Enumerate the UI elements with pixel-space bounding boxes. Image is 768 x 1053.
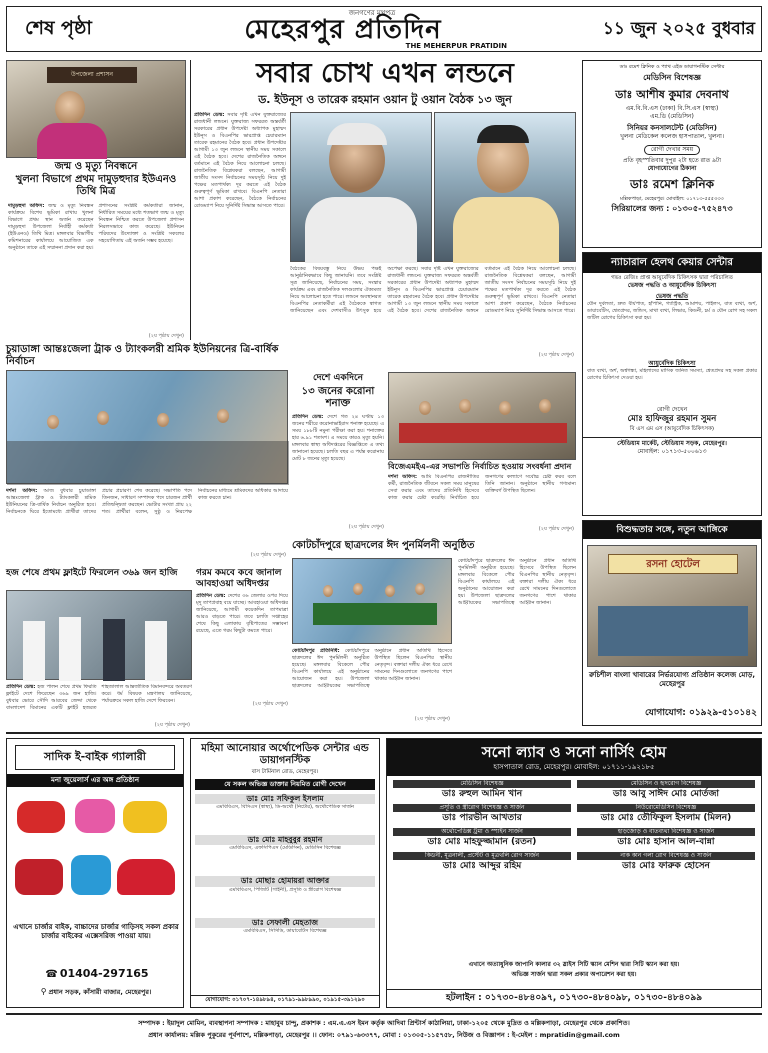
ad-title: সনো ল্যাব ও সনো নার্সিং হোম (387, 739, 761, 763)
doctor-info: এমবিবিএস, পিজিটি (গাইনী), প্রসূতি ও স্ত্রীরোগ বিশেষজ্ঞ (228, 886, 342, 893)
ad-sec1: ভেষজ পদ্ধতি (655, 293, 689, 301)
doctor-cell (577, 804, 755, 824)
doctor-name: ডাঃ আবু সাঈদ মোঃ মোর্তজা (613, 788, 719, 799)
story-headline: খুলনা বিভাগে প্রথম দামুড়হুদার ইউএনও তিথি মিত্র (15, 174, 177, 197)
photo-reception (388, 372, 576, 460)
story-headline: বিজেএমইএ-এর সভাপতি নির্বাচিত হওয়ায় সংবর্ধনা প্রদান (388, 462, 572, 471)
ad-contact-label: যোগাযোগের ঠিকানা (647, 165, 697, 173)
continued-link[interactable]: (২য় পৃষ্ঠায় দেখুন) (154, 722, 190, 728)
location-icon: ⚲ (40, 987, 47, 996)
doctor-cell (393, 804, 571, 824)
page-label: শেষ পৃষ্ঠা (25, 17, 92, 39)
ad-note1: এখানে অত্যাধুনিক জাপানি কালার ৩২ স্লাইস সিটি স্ক্যান মেশিন দ্বারা সিটি স্ক্যান করা হয়। (468, 961, 680, 968)
footer-line1: সম্পাদক : ইয়াদুল মোমিন, ব্যবস্থাপনা সম্পাদক : মাহাবুব চান্দু, প্রকাশক : এম.এ.এস ইমন কর্তৃক আদিবা প্রিন্টার্স কাঠালিয়া, ঢাকা-১২০৫ থেকে মুদ্রিত ও মল্লিকপাড়া, মেহেরপুর থেকে প্রকাশিত। (138, 1019, 630, 1027)
ad-post: সিনিয়র কনসালটেন্ট (মেডিসিন) (627, 123, 717, 132)
ad-hotline: হটলাইন : ০১৭৩০-৪৮৪০৯৭, ০১৭৩০-৪৮৪০৯৮, ০১৭৩০-৪৮৪০৯৯ (387, 989, 761, 1004)
ad-address: ⚲ প্রধান সড়ক, কাঁসারী বাজার, মেহেরপুর। (40, 987, 152, 996)
ad-ebike (6, 738, 184, 1008)
story-kotchandpur (292, 540, 576, 728)
photo-hotel (587, 545, 757, 667)
ad-address: স্টেডিয়াম মার্কেট, স্টেডিয়াম সড়ক, মেহেরপুর। (583, 437, 761, 448)
ad-title: মহিমা আনোয়ার অর্থোপেডিক সেন্টার এন্ড ডায়াগনস্টিক (201, 743, 369, 766)
ad-degree1: এম.বি.বি.এস (ঢাকা) বি.সি.এস (স্বাস্থ্য) (625, 105, 719, 113)
continued-link[interactable]: (২য় পৃষ্ঠায় দেখুন) (538, 352, 574, 358)
ad-specialty: মেডিসিন বিশেষজ্ঞ (643, 72, 701, 82)
ad-mahima (190, 738, 380, 1008)
doctor-cell (393, 828, 571, 848)
bike-images (11, 789, 179, 917)
doctor-name: ডাঃ পারভীন আখতার (442, 813, 522, 824)
doctor-entry (195, 835, 375, 873)
continued-link[interactable]: (২য় পৃষ্ঠায় দেখুন) (250, 552, 286, 558)
continued-link[interactable]: (২য় পৃষ্ঠায় দেখুন) (538, 526, 574, 532)
ad-address: মল্লিকপাড়া, মেহেরপুর। মোবাইল: ০১৭১৩-৫৫৫৩৩৩ (620, 195, 724, 202)
ad-body: এখানে চার্জার বাইক, বাচ্চাদের চার্জার গাড়িসহ সকল প্রকার চার্জার বাইকের এক্সেসরিজ পাওয়া যায়। (13, 923, 179, 941)
ad-sub2: ভেষজ পদ্ধতি ও আয়ুর্বেদিক চিকিৎসা (627, 281, 717, 289)
story-bjmea (388, 372, 576, 534)
doctor-specialty: অর্থোপেডিক্স ট্রমা ও স্পাইন সার্জন (393, 828, 571, 836)
doctor-name: ডাঃ মোঃ সফিকুল ইসলাম (195, 794, 375, 804)
story-body: কোটচাঁদপুর প্রতিনিধি: কোটচাঁদপুরে ছাত্রদলের ঈদ পুনর্মিলনী অনুষ্ঠিত হয়েছে। মঙ্গলবার বিকেলে পৌর বিএনপি কার্যালয়ে এই অনুষ্ঠানের আয়োজন করা হয়। উপজেলা ছাত্রদলের আহ্বায়কের সভাপতিত্বে অনুষ্ঠানে প্রধান অতিথি হিসেবে উপস্থিত ছিলেন বিএনপির স্থানীয় নেতৃবৃন্দ। বক্তারা দলীয় ঐক্য ধরে রেখে সামনের দিনগুলোতে জনগণের পাশে থাকার আহ্বান জানান। (292, 648, 452, 689)
story-transport-election (6, 344, 288, 564)
doctor-entry (195, 876, 375, 914)
story-body: দামুড়হুদা অফিস: জন্ম ও মৃত্যু নিবন্ধন কার্যক্রমে বিশেষ ভূমিকা রাখায় খুলনা বিভাগে প্রথম স্থান অর্জন করেছেন দামুড়হুদা উপজেলা নির্বাহী কর্মকর্তা (ইউএনও) তিথি মিত্র। মঙ্গলবার বিভাগীয় কমিশনারের কার্যালয়ে আয়োজিত এক অনুষ্ঠানে তাকে এই সম্মাননা প্রদান করা হয়। প্রশাসনের সংশ্লিষ্ট কর্মকর্তারা জানান, নির্ধারিত সময়ের মধ্যে শতভাগ জন্ম ও মৃত্যু নিবন্ধন নিশ্চিত করতে উপজেলা প্রশাসন নিরলসভাবে কাজ করেছে। ইউনিয়ন পরিষদের উদ্যোক্তা ও সংশ্লিষ্ট সকলের সহযোগিতায় এই অর্জন সম্ভব হয়েছে। (8, 203, 184, 251)
story-body: প্রতিদিন ডেস্ক: দেশের ৩৬ জেলার ওপর দিয়ে মৃদু তাপপ্রবাহ বয়ে যাচ্ছে। আবহাওয়া অধিদপ্তর জানিয়েছে, আগামী কয়েকদিন তাপমাত্রা আরও বাড়তে পারে। তবে চলতি সপ্তাহের শেষে কিছু এলাকায় বৃষ্টিপাতের সম্ভাবনা রয়েছে, এতে গরম কিছুটা কমতে পারে। (196, 592, 288, 634)
photo-tarique (434, 112, 576, 262)
continued-link[interactable]: (২য় পৃষ্ঠায় দেখুন) (148, 333, 184, 339)
ad-see-label: রোগী দেখার সময় (644, 145, 700, 155)
doctor-name: ডাঃ রুহুল আমিন খান (441, 788, 523, 799)
doctor-cell (577, 852, 755, 872)
story-kicker: জন্ম ও মৃত্যু নিবন্ধনে (54, 161, 138, 172)
lead-body-cols: বৈঠকের বিষয়বস্তু নিয়ে উভয় পক্ষই আনুষ্ঠানিকভাবে কিছু জানায়নি। তবে সংশ্লিষ্ট সূত্র জানিয়েছে, নির্বাচনের সময়, সংস্কার কার্যক্রম এবং রাজনৈতিক দলগুলোর ঐক্যমত্য নিয়ে আলোচনা হতে পারে। লন্ডনে অবস্থানরত বিএনপির নেতাকর্মীরা এই বৈঠককে স্বাগত জানিয়েছেন এবং দেশবাসীও উৎসুক হয়ে অপেক্ষা করছে। সবার দৃষ্টি এখন যুক্তরাজ্যের রাজধানী লন্ডনে। যুক্তরাজ্য সফররত অন্তর্বর্তী সরকারের প্রধান উপদেষ্টা অধ্যাপক মুহাম্মদ ইউনূস ও বিএনপির ভারপ্রাপ্ত চেয়ারম্যান তারেক রহমানের বৈঠক হবে। প্রধান উপদেষ্টার আগামী ১৩ জুন লন্ডনে স্থানীয় সময় সকালে এই বৈঠক হবে। দেশের রাজনৈতিক অঙ্গনে বর্তমানে এই বৈঠক নিয়ে আলোচনা চলছে। রাজনৈতিক বিশ্লেষকরা বলছেন, আগামী জাতীয় সংসদ নির্বাচনের সময়সূচি নিয়ে দুই পক্ষের মতপার্থক্য দূর করতে এই বৈঠক গুরুত্বপূর্ণ ভূমিকা রাখবে। বিএনপি নেতারা আশা প্রকাশ করেছেন, বৈঠকে নির্বাচনের রোডম্যাপ নিয়ে সুনির্দিষ্ট সিদ্ধান্ত আসতে পারে। (290, 266, 576, 314)
doctor-specialty: প্রসূতি ও স্ত্রীরোগ বিশেষজ্ঞ ও সার্জন (393, 804, 571, 812)
issue-date: ১১ জুন ২০২৫ বুধবার (602, 19, 755, 39)
photo-hajj (6, 590, 192, 680)
doctor-specialty: মেডিসিন বিশেষজ্ঞ (393, 780, 571, 788)
ad-sub1: গভঃ রেজিঃ প্রাপ্ত আয়ুর্বেদিক চিকিৎসক দ্বারা পরিচালিত (611, 274, 733, 281)
ad-phones: যোগাযোগ: ০১৭০৭-১৪৯৮৯৪, ০১৭৯১-৯৯৮৯৯০, ০১৯১৫-৩৯১২৯০ (191, 995, 379, 1004)
doctor-name: ডাঃ মোছাঃ হোমায়রা আক্তার (195, 876, 375, 886)
story-body: প্রতিদিন ডেস্ক: দেশে গত ২৪ ঘণ্টায় ১৩ জনের শরীরে করোনাভাইরাস শনাক্ত হয়েছে। এ সময় ১৮৮টি নমুনা পরীক্ষা করা হয়। শনাক্তের হার ৬.৯১ শতাংশ। এ সময়ে কারও মৃত্যু হয়নি। মঙ্গলবার স্বাস্থ্য অধিদপ্তরের বিজ্ঞপ্তিতে এ তথ্য জানানো হয়েছে। চলতি বছর এ পর্যন্ত করোনায় মোট ৮ জনের মৃত্যু হয়েছে। (292, 414, 384, 463)
ad-sec2: আয়ুর্বেদিক চিকিৎসা (648, 360, 696, 368)
lead-story (194, 60, 576, 368)
ad-health-care (582, 252, 762, 516)
sign-board: উপজেলা প্রশাসন (47, 67, 137, 83)
ad-title: সাদিক ই-বাইক গ্যালারী (15, 745, 175, 770)
ad-note2: অভিজ্ঞ সার্জন দ্বারা সকল প্রকার অপারেশন করা হয়। (511, 971, 637, 978)
ad-time: প্রতি বৃহস্পতিবার দুপুর ২টা হতে রাত ৯টা (622, 157, 722, 165)
doctor-name: ডাঃ সেফালী মেহতাজ (195, 918, 375, 928)
doctor-cell (393, 780, 571, 800)
doctor-info: এমবিবিএস, সিসিডি, ডায়াবেটিস বিশেষজ্ঞ (243, 927, 327, 934)
ad-banner: বিশুদ্ধতার সঙ্গে, নতুন আঙ্গিকে (583, 521, 761, 539)
story-headline: কোটচাঁদপুরে ছাত্রদলের ঈদ পুনর্মিলনী অনুষ্ঠিত (292, 540, 475, 551)
doctor-info: এমবিবিএস, এফসিপিএস (মেডিসিন), মেডিসিন বিশেষজ্ঞ (229, 845, 341, 852)
doctor-specialty: হাড়জোড় ও বাতব্যথা বিশেষজ্ঞ ও সার্জন (577, 828, 755, 836)
doctor-specialty: মেডিসিন ও হৃদরোগ বিশেষজ্ঞ (577, 780, 755, 788)
story-headline: ১৩ জনের করোনা শনাক্ত (301, 386, 375, 410)
ad-phone: মোবাইল: ০১৭১৩-৫০০৬১৩ (637, 448, 707, 456)
ad-degree: বি এস এম এস (আয়ুর্বেদিক চিকিৎসক) (629, 425, 715, 432)
photo-uno (6, 60, 186, 158)
ad-caption: রুচিশীল বাংলা খাবারের নির্ভরযোগ্য প্রতিষ্ঠান কলেজ মোড়, মেহেরপুর (589, 671, 755, 689)
newspaper-name: মেহেরপুর প্রতিদিন (244, 15, 442, 45)
doctor-entry (195, 918, 375, 950)
continued-link[interactable]: (২য় পৃষ্ঠায় দেখুন) (414, 716, 450, 722)
story-weather (196, 568, 288, 728)
doctor-name: ডাঃ মোঃ আব্দুর রহিম (442, 861, 522, 872)
ad-contact: যোগাযোগ: ০১৯২৯-৫১০১৪২ (644, 708, 757, 718)
ad-degree2: এম.ডি (মেডিসিন) (650, 113, 694, 121)
doctor-cell (393, 852, 571, 872)
doctor-name: ডাঃ মোঃ তৌফিকুল ইসলাম (মিলন) (600, 813, 732, 824)
doctor-specialty: কিডনী, মূত্রনালী, প্রস্টেট ও মূত্রথলি রোগ সার্জন (393, 852, 571, 860)
ad-sono (386, 738, 762, 1008)
lead-body-col1: প্রতিদিন ডেস্ক: সবার দৃষ্টি এখন যুক্তরাজ্যের রাজধানী লন্ডনে। যুক্তরাজ্য সফররত অন্তর্বর্তী সরকারের প্রধান উপদেষ্টা অধ্যাপক মুহাম্মদ ইউনূস ও বিএনপির ভারপ্রাপ্ত চেয়ারম্যান তারেক রহমানের বৈঠক হবে। প্রধান উপদেষ্টার আগামী ১৩ জুন লন্ডনে স্থানীয় সময় সকালে এই বৈঠক হবে। দেশের রাজনৈতিক অঙ্গনে বর্তমানে এই বৈঠক নিয়ে আলোচনা চলছে। রাজনৈতিক বিশ্লেষকরা বলছেন, আগামী জাতীয় সংসদ নির্বাচনের সময়সূচি নিয়ে দুই পক্ষের মতপার্থক্য দূর করতে এই বৈঠক গুরুত্বপূর্ণ ভূমিকা রাখবে। বিএনপি নেতারা আশা প্রকাশ করেছেন, বৈঠকে নির্বাচনের রোডম্যাপ নিয়ে সুনির্দিষ্ট সিদ্ধান্ত আসতে পারে। (194, 112, 286, 209)
ad-body2: বাত ব্যথা, অর্শ, অর্শ্বগন্ধা, মহিলাদের মাসিক জনিত সমস্যা, শ্বেতপ্রদর সহ সকল প্রকার রোগের চিকিৎসা দেওয়া হয়। (587, 368, 757, 382)
lead-subhead: ড. ইউনূস ও তারেক রহমান ওয়ান টু ওয়ান বৈঠক ১৩ জুন (258, 93, 512, 106)
ad-clinic-name: ডাঃ রমেশ ক্লিনিক (629, 177, 715, 192)
ad-ramesh-clinic (582, 60, 762, 248)
ad-doctor: মোঃ হাফিজুর রহমান সুমন (627, 414, 717, 425)
phone-icon: ☎ (45, 969, 58, 980)
doctor-specialty: নাক কান গলা রোগ বিশেষজ্ঞ ও সার্জন (577, 852, 755, 860)
story-body: প্রতিদিন ডেস্ক: হজ পালন শেষে প্রথম ফিরতি ফ্লাইটে দেশে ফিরেছেন ৩৬৯ জন হাজি। বুধবার ভোরে সৌদি আরবের জেদ্দা থেকে বাংলাদেশ বিমানের একটি ফ্লাইট হজরত শাহজালাল আন্তর্জাতিক বিমানবন্দরে অবতরণ করে। ধর্ম বিষয়ক মন্ত্রণালয় জানিয়েছে, পর্যায়ক্রমে সকল হাজি দেশে ফিরবেন। (6, 684, 192, 711)
doctor-cell (577, 780, 755, 800)
doctor-name: ডাঃ মোঃ ফারুক হোসেন (622, 861, 710, 872)
doctor-entry (195, 794, 375, 832)
ad-phone: ☎ 01404-297165 (45, 967, 149, 980)
ad-address: বাস টার্মিনাল রোড, মেহেরপুর। (251, 769, 319, 775)
doctor-list (191, 794, 379, 950)
doctor-grid (387, 776, 761, 873)
doctor-name: ডাঃ মোঃ মাহবুবুর রহমান (195, 835, 375, 845)
ad-title: ন্যাচারাল হেলথ কেয়ার সেন্টার (583, 253, 761, 273)
story-corona (292, 372, 384, 534)
imprint-footer (6, 1013, 762, 1049)
lead-headline: সবার চোখ এখন লন্ডনে (256, 58, 514, 89)
continued-link[interactable]: (২য় পৃষ্ঠায় দেখুন) (348, 524, 384, 531)
photo-reunion (292, 558, 452, 644)
ad-serial: সিরিয়ালের জন্য : ০১৩০৫-৭৫২৪৭৩ (611, 204, 733, 214)
story-headline: গরম কমবে কবে জানাল আবহাওয়া অধিদপ্তর (196, 568, 282, 589)
hotel-sign: রসনা হোটেল (608, 554, 738, 574)
ad-line1: ডাঃ রমেশ ক্লিনিক ও প্যাথ এইড ডায়াগনস্টিক সেন্টার (619, 64, 725, 70)
ad-hotel (582, 520, 762, 726)
story-body: দর্শনা অফিস: আজ বুধবার চুয়াডাঙ্গা আন্তঃজেলা ট্রাক ও ট্যাংকলরী শ্রমিক ইউনিয়নের ত্রি-বার্ষিক নির্বাচন অনুষ্ঠিত হবে। নির্বাচনকে ঘিরে ইতোমধ্যে প্রার্থীরা তাদের প্রচার প্রচারণা শেষ করেছে। সভাপতি পদে তিনজন, সাধারণ সম্পাদক পদে চারজন প্রার্থী প্রতিদ্বন্দ্বিতা করছেন। ভোটার সংখ্যা প্রায় ২২ শত। প্রার্থীরা বলেন, সুষ্ঠু ও নিরপেক্ষ নির্বাচনের মাধ্যমে শ্রমিকদের অধিকার আদায়ে কাজ করতে চান। (6, 488, 288, 515)
doctor-cell (577, 828, 755, 848)
story-birth-registration (6, 60, 186, 340)
continued-link[interactable]: (২য় পৃষ্ঠায় দেখুন) (252, 700, 288, 707)
doctor-specialty: নিউরোমেডিসিন বিশেষজ্ঞ (577, 804, 755, 812)
ad-sub: হাসপাতাল রোড, মেহেরপুর। মোবাইল: ০১৭১১-১৯২১৮৫ (387, 763, 761, 775)
ad-doctor-label: রোগী দেখেন (656, 406, 688, 414)
footer-line2: প্রধান কার্যালয়: মল্লিক পুকুরের পূর্বপাশে, মল্লিকপাড়া, মেহেরপুর ।। ফোন: ০৭৯১-৬৩৩৭৭, মোবা : ০১৩০৫-১১৫৭৫৮, নিউজ ও বিজ্ঞাপন : ই-মেইল : mpratidin@gmail.com (148, 1030, 620, 1039)
photo-rally (6, 370, 288, 484)
doctor-name: ডাঃ মোঃ হাসান আল-বান্না (617, 837, 715, 848)
ad-section: যে সকল অভিজ্ঞ ডাক্তার নিয়মিত রোগী দেখেন (195, 779, 375, 790)
photo-yunus (290, 112, 432, 262)
doctor-info: এমবিবিএস, বিসিএস (স্বাস্থ্য), ডি-অর্থো (নিটোর), অর্থোপেডিক সার্জন (215, 804, 355, 811)
story-body-right: কোটচাঁদপুরে ছাত্রদলের ঈদ পুনর্মিলনী অনুষ্ঠিত হয়েছে। মঙ্গলবার বিকেলে পৌর বিএনপি কার্যালয়ে এই অনুষ্ঠানের আয়োজন করা হয়। উপজেলা ছাত্রদলের আহ্বায়কের সভাপতিত্বে অনুষ্ঠানে প্রধান অতিথি হিসেবে উপস্থিত ছিলেন বিএনপির স্থানীয় নেতৃবৃন্দ। বক্তারা দলীয় ঐক্য ধরে রেখে সামনের দিনগুলোতে জনগণের পাশে থাকার আহ্বান জানান। (458, 558, 576, 606)
newspaper-name-en: THE MEHERPUR PRATIDIN (405, 42, 507, 50)
ad-doctor: ডাঃ আশীষ কুমার দেবনাথ (615, 87, 729, 101)
ad-sub: মনা জুয়েলার্স এর অঙ্গ প্রতিষ্ঠান (7, 774, 183, 787)
story-headline: হজ শেষে প্রথম ফ্লাইটে ফিরলেন ৩৬৯ জন হাজি (6, 568, 178, 578)
doctor-name: ডাঃ মোঃ মাহফুজ্জামান (রতন) (427, 837, 537, 848)
story-headline: চুয়াডাঙ্গা আন্তঃজেলা ট্রাক ও ট্যাংকলরী শ্রমিক ইউনিয়নের ত্রি-বার্ষিক নির্বাচন (6, 344, 279, 367)
tagline: জনগণের মুখপত্র (348, 9, 396, 17)
ad-body1: যৌন দুর্বলতা, দ্রুত বীর্যপাত, হাঁপানি, গ্যাস্ট্রিক, আমাশয়, পাইলস, বাত ব্যথা, অর্শ, ডায়াবেটিস, শ্বেতপ্রদর, জন্ডিস, মাথা ব্যথা, লিভার, কিডনী, চর্ম ও যৌন রোগ সহ সকল জটিল রোগের চিকিৎসা করা হয়। (587, 301, 757, 322)
story-hajj (6, 568, 192, 730)
story-kicker: দেশে একদিনে (313, 373, 363, 383)
story-body: দর্শনা অফিস: আমি বিএনপির রাজনীতির কর্মী, রাজনৈতিক জীবনে সকল সময় মানুষের সেবা করার এবং তাদের প্রতিনিধি হিসেবে কাজ করার চেষ্টা করেছি। নির্বাচিত হয়ে জনগণের কল্যাণে সর্বোচ্চ চেষ্টা করব বলে তিনি জানান। অনুষ্ঠানে স্থানীয় গণ্যমান্য ব্যক্তিবর্গ উপস্থিত ছিলেন। (388, 474, 576, 501)
ad-college: খুলনা মেডিকেল কলেজ হাসপাতাল, খুলনা। (620, 133, 724, 141)
masthead (6, 6, 762, 52)
